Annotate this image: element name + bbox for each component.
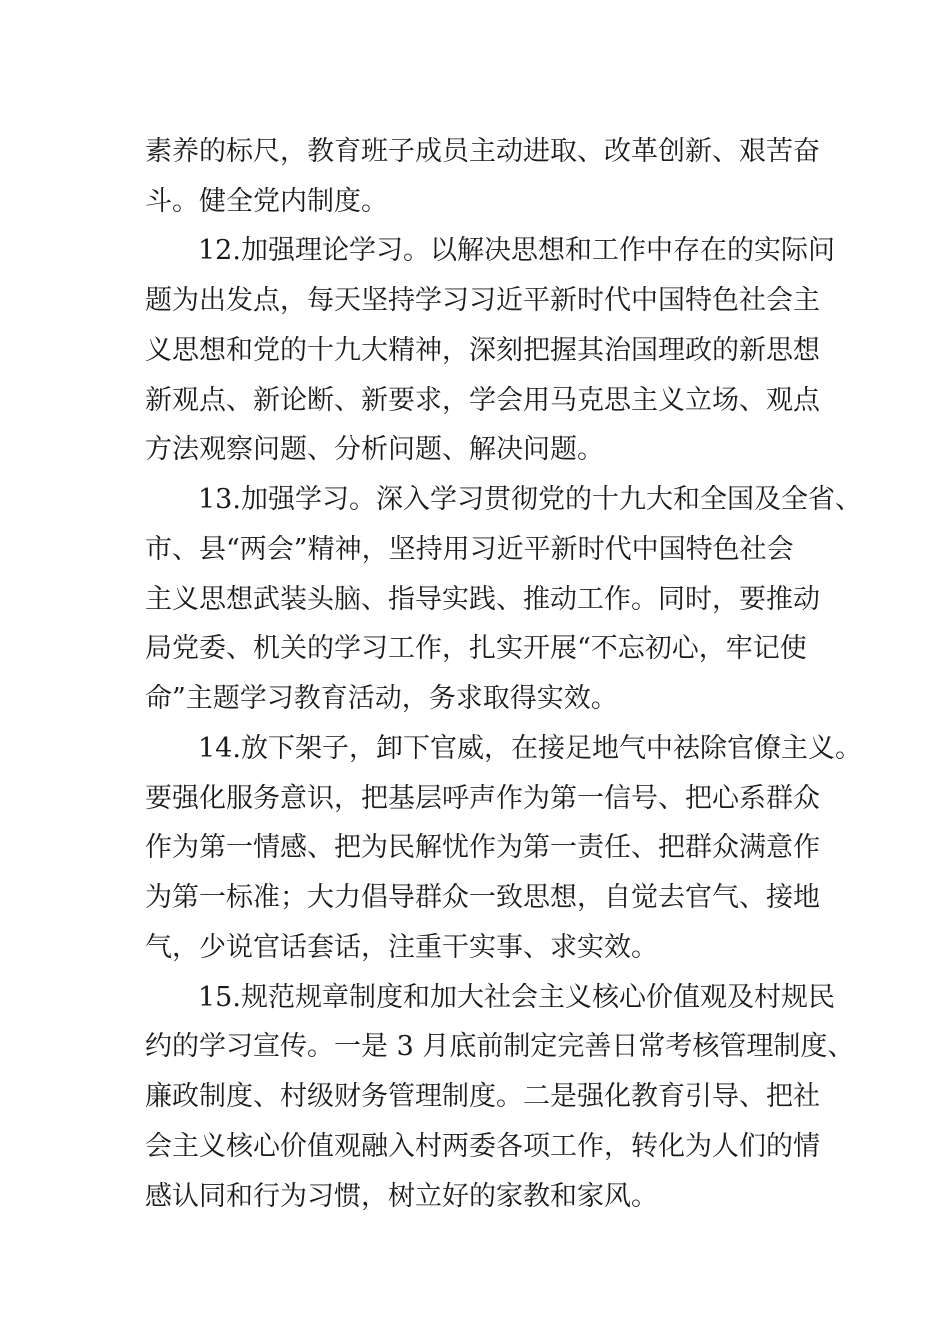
text-line: 约的学习宣传。一是 3 月底前制定完善日常考核管理制度、 xyxy=(145,1031,855,1062)
text-line: 廉政制度、村级财务管理制度。二是强化教育引导、把社 xyxy=(145,1081,820,1112)
text-line: 作为第一情感、把为民解忧作为第一责任、把群众满意作 xyxy=(145,832,820,863)
text-line: 斗。健全党内制度。 xyxy=(145,186,388,217)
text-line: 素养的标尺，教育班子成员主动进取、改革创新、艰苦奋 xyxy=(145,136,820,167)
text-line: 会主义核心价值观融入村两委各项工作，转化为人们的情 xyxy=(145,1131,820,1162)
text-line: 为第一标准；大力倡导群众一致思想，自觉去官气、接地 xyxy=(145,882,820,913)
text-line: 市、县“两会”精神，坚持用习近平新时代中国特色社会 xyxy=(145,534,794,565)
text-line: 主义思想武装头脑、指导实践、推动工作。同时，要推动 xyxy=(145,584,820,615)
text-line: 要强化服务意识，把基层呼声作为第一信号、把心系群众 xyxy=(145,783,820,814)
paragraph-14-first-line: 14.放下架子，卸下官威，在接足地气中祛除官僚主义。 xyxy=(198,733,862,764)
paragraph-13-first-line: 13.加强学习。深入学习贯彻党的十九大和全国及全省、 xyxy=(198,484,862,515)
text-line: 新观点、新论断、新要求，学会用马克思主义立场、观点 xyxy=(145,385,820,416)
text-line: 题为出发点，每天坚持学习习近平新时代中国特色社会主 xyxy=(145,285,820,316)
text-line: 感认同和行为习惯，树立好的家教和家风。 xyxy=(145,1181,658,1212)
text-line: 局党委、机关的学习工作，扎实开展“不忘初心，牢记使 xyxy=(145,633,807,664)
text-line: 方法观察问题、分析问题、解决问题。 xyxy=(145,434,604,465)
text-line: 命”主题学习教育活动，务求取得实效。 xyxy=(145,683,618,714)
text-line: 义思想和党的十九大精神，深刻把握其治国理政的新思想 xyxy=(145,335,820,366)
paragraph-15-first-line: 15.规范规章制度和加大社会主义核心价值观及村规民 xyxy=(198,982,835,1013)
paragraph-12-first-line: 12.加强理论学习。以解决思想和工作中存在的实际问 xyxy=(198,235,835,266)
text-line: 气，少说官话套话，注重干实事、求实效。 xyxy=(145,932,658,963)
